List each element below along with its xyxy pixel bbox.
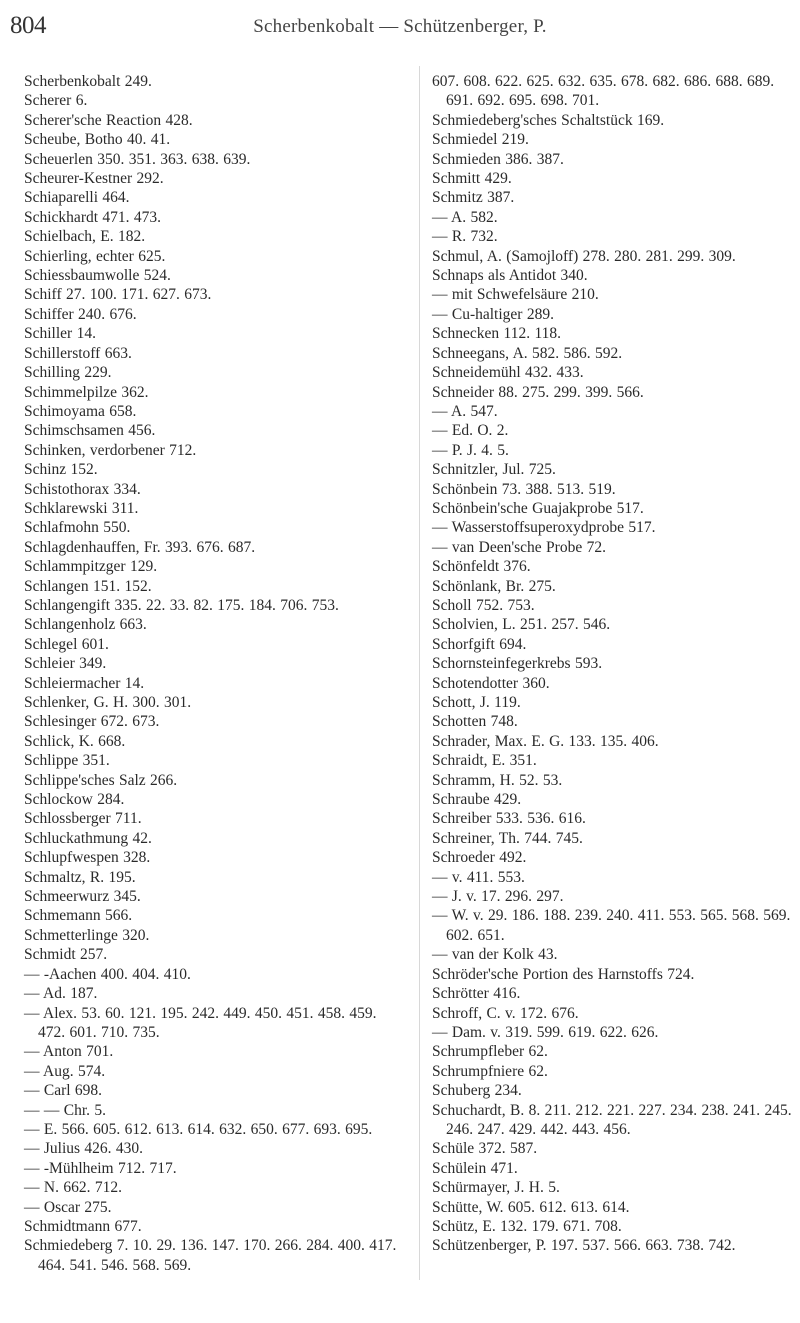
index-entry: Schrumpfleber 62.	[432, 1043, 548, 1061]
index-entry: Schmieden 386. 387.	[432, 150, 564, 168]
index-entry: Schielbach, E. 182.	[24, 228, 146, 246]
index-entry: Schorfgift 694.	[432, 635, 527, 653]
index-entry: Scholvien, L. 251. 257. 546.	[432, 616, 611, 634]
index-entry: Schütz, E. 132. 179. 671. 708.	[432, 1217, 622, 1235]
index-entry: Scholl 752. 753.	[432, 596, 535, 614]
index-entry: Schotendotter 360.	[432, 674, 550, 692]
index-entry: Schneidemühl 432. 433.	[432, 364, 584, 382]
index-entry: Schrötter 416.	[432, 985, 521, 1003]
index-entry: — W. v. 29. 186. 188. 239. 240. 411. 553. 565. 568. 569. 602. 651.	[432, 907, 791, 944]
index-entry: — Ed. O. 2.	[432, 422, 509, 440]
index-entry: Schlangengift 335. 22. 33. 82. 175. 184. 706. 753.	[24, 596, 339, 614]
index-entry: Schmidtmann 677.	[24, 1217, 142, 1235]
index-entry: — Alex. 53. 60. 121. 195. 242. 449. 450. 451. 458. 459. 472. 601. 710. 735.	[24, 1004, 377, 1041]
index-entry: Schlossberger 711.	[24, 810, 142, 828]
index-entry: Schramm, H. 52. 53.	[432, 771, 563, 789]
index-entry: Schlangen 151. 152.	[24, 577, 152, 595]
index-entry: Schinz 152.	[24, 461, 98, 479]
index-entry: Schürmayer, J. H. 5.	[432, 1179, 560, 1197]
index-entry: Scherer 6.	[24, 92, 88, 110]
index-entry: Schornsteinfegerkrebs 593.	[432, 655, 603, 673]
index-entry: Schönfeldt 376.	[432, 558, 531, 576]
index-entry: — A. 547.	[432, 402, 498, 420]
index-entry: Schistothorax 334.	[24, 480, 141, 498]
index-entry: Schönbein 73. 388. 513. 519.	[432, 480, 616, 498]
index-entry: — R. 732.	[432, 228, 498, 246]
index-entry: Schmitz 387.	[432, 189, 515, 207]
index-entry: — -Mühlheim 712. 717.	[24, 1159, 177, 1177]
index-entry: Schlick, K. 668.	[24, 732, 126, 750]
index-entry: Schillerstoff 663.	[24, 344, 132, 362]
index-entry: Schmetterlinge 320.	[24, 926, 150, 944]
index-entry: Schmeerwurz 345.	[24, 888, 141, 906]
index-entry: Schmaltz, R. 195.	[24, 868, 136, 886]
index-entry: Scheube, Botho 40. 41.	[24, 131, 171, 149]
index-entry: Schreiber 533. 536. 616.	[432, 810, 586, 828]
index-entry: Schnitzler, Jul. 725.	[432, 461, 556, 479]
index-entry: Schlagdenhauffen, Fr. 393. 676. 687.	[24, 538, 256, 556]
index-entry: Scheuerlen 350. 351. 363. 638. 639.	[24, 150, 251, 168]
index-entry: Schlammpitzger 129.	[24, 558, 158, 576]
page-header	[0, 12, 800, 44]
index-entry: Schmitt 429.	[432, 170, 512, 188]
running-head: Scherbenkobalt — Schützenberger, P.	[253, 16, 547, 37]
index-entry: Schrumpfniere 62.	[432, 1062, 548, 1080]
index-entry: — mit Schwefelsäure 210.	[432, 286, 599, 304]
index-entry: Schuberg 234.	[432, 1082, 522, 1100]
index-entry: — E. 566. 605. 612. 613. 614. 632. 650. 677. 693. 695.	[24, 1120, 373, 1138]
index-entry: Schraube 429.	[432, 791, 522, 809]
index-entry: — Ad. 187.	[24, 985, 98, 1003]
index-entry: Schiffer 240. 676.	[24, 305, 137, 323]
index-entry: Schlippe 351.	[24, 752, 110, 770]
index-entry: Schröder'sche Portion des Harnstoffs 724.	[432, 965, 695, 983]
index-entry: Schreiner, Th. 744. 745.	[432, 829, 583, 847]
index-entry: Schiller 14.	[24, 325, 96, 343]
index-entry: Schmiedeberg'sches Schaltstück 169.	[432, 111, 665, 129]
index-entry: Schlesinger 672. 673.	[24, 713, 160, 731]
index-entry: Schklarewski 311.	[24, 499, 139, 517]
index-entry: — Cu-haltiger 289.	[432, 305, 554, 323]
index-entry: Schütte, W. 605. 612. 613. 614.	[432, 1198, 630, 1216]
index-entry: Scherbenkobalt 249.	[24, 73, 152, 90]
index-entry: Schlenker, G. H. 300. 301.	[24, 694, 192, 711]
index-entry: Schinken, verdorbener 712.	[24, 441, 197, 459]
index-entry: Schmiedel 219.	[432, 131, 529, 149]
index-entry: — A. 582.	[432, 208, 498, 226]
index-entry: Schimmelpilze 362.	[24, 383, 149, 401]
index-entry: Schleier 349.	[24, 655, 107, 673]
index-entry: — Julius 426. 430.	[24, 1140, 144, 1158]
index-entry: — van der Kolk 43.	[432, 946, 558, 964]
index-entry: Schott, J. 119.	[432, 694, 521, 711]
index-entry: Schotten 748.	[432, 713, 518, 731]
index-entry: — J. v. 17. 296. 297.	[432, 888, 564, 906]
index-entry: Schleiermacher 14.	[24, 674, 145, 692]
index-entry: — v. 411. 553.	[432, 868, 525, 886]
index-entry: — N. 662. 712.	[24, 1179, 122, 1197]
index-entry: — van Deen'sche Probe 72.	[432, 538, 606, 556]
index-entry: Schlangenholz 663.	[24, 616, 147, 634]
index-entry: Schneider 88. 275. 299. 399. 566.	[432, 383, 644, 401]
index-entry: — Anton 701.	[24, 1043, 114, 1061]
index-entry: Schönlank, Br. 275.	[432, 577, 556, 595]
index-entry: — Wasserstoffsuperoxydprobe 517.	[432, 519, 656, 537]
index-entry: Scheurer-Kestner 292.	[24, 170, 164, 188]
index-entry: Schierling, echter 625.	[24, 247, 166, 265]
index-entry: Schimschsamen 456.	[24, 422, 156, 440]
index-entry: — Carl 698.	[24, 1082, 103, 1100]
index-entry: Schmidt 257.	[24, 946, 108, 964]
index-entry: Schlupfwespen 328.	[24, 849, 151, 867]
index-entry: Schiff 27. 100. 171. 627. 673.	[24, 286, 212, 304]
column-divider	[419, 66, 420, 1280]
index-entry: Schüle 372. 587.	[432, 1140, 538, 1158]
index-entry: Schroeder 492.	[432, 849, 527, 867]
index-entry: — Oscar 275.	[24, 1198, 112, 1216]
index-entry: Schmul, A. (Samojloff) 278. 280. 281. 299. 309.	[432, 247, 736, 265]
index-entry: — P. J. 4. 5.	[432, 441, 509, 459]
index-entry: Schluckathmung 42.	[24, 829, 152, 847]
index-entry: Schlafmohn 550.	[24, 519, 131, 537]
index-entry: Scherer'sche Reaction 428.	[24, 111, 193, 129]
index-entry: Schützenberger, P. 197. 537. 566. 663. 738. 742.	[432, 1237, 736, 1255]
index-entry: Schraidt, E. 351.	[432, 752, 537, 770]
page-number: 804	[10, 12, 46, 39]
index-entry: — -Aachen 400. 404. 410.	[24, 965, 191, 983]
index-entry: Schlegel 601.	[24, 635, 109, 653]
index-entry: Schlockow 284.	[24, 791, 125, 809]
index-entry: Schmemann 566.	[24, 907, 133, 925]
index-entry: Schuchardt, B. 8. 211. 212. 221. 227. 234. 238. 241. 245. 246. 247. 429. 442. 443. 456.	[432, 1101, 792, 1138]
index-entry: Schlippe'sches Salz 266.	[24, 771, 178, 789]
index-entry: Schrader, Max. E. G. 133. 135. 406.	[432, 732, 659, 750]
index-entry: Schneegans, A. 582. 586. 592.	[432, 344, 623, 362]
index-entry: — — Chr. 5.	[24, 1101, 107, 1119]
index-entry: Schiaparelli 464.	[24, 189, 130, 207]
index-entry: Schönbein'sche Guajakprobe 517.	[432, 499, 644, 517]
index-entry: Schiessbaumwolle 524.	[24, 267, 171, 285]
index-entry: Schmiedeberg 7. 10. 29. 136. 147. 170. 266. 284. 400. 417. 464. 541. 546. 568. 569.	[24, 1237, 397, 1274]
index-column-left	[24, 72, 404, 1275]
index-entry: 607. 608. 622. 625. 632. 635. 678. 682. 686. 688. 689. 691. 692. 695. 698. 701.	[432, 73, 775, 110]
index-entry: — Dam. v. 319. 599. 619. 622. 626.	[432, 1023, 659, 1041]
index-column-right	[432, 72, 800, 1256]
index-entry: Schickhardt 471. 473.	[24, 208, 162, 226]
index-entry: Schroff, C. v. 172. 676.	[432, 1004, 579, 1022]
index-entry: Schülein 471.	[432, 1159, 518, 1177]
index-entry: Schimoyama 658.	[24, 402, 137, 420]
index-entry: Schnaps als Antidot 340.	[432, 267, 588, 285]
index-entry: Schilling 229.	[24, 364, 112, 382]
index-entry: Schnecken 112. 118.	[432, 325, 561, 343]
index-entry: — Aug. 574.	[24, 1062, 106, 1080]
